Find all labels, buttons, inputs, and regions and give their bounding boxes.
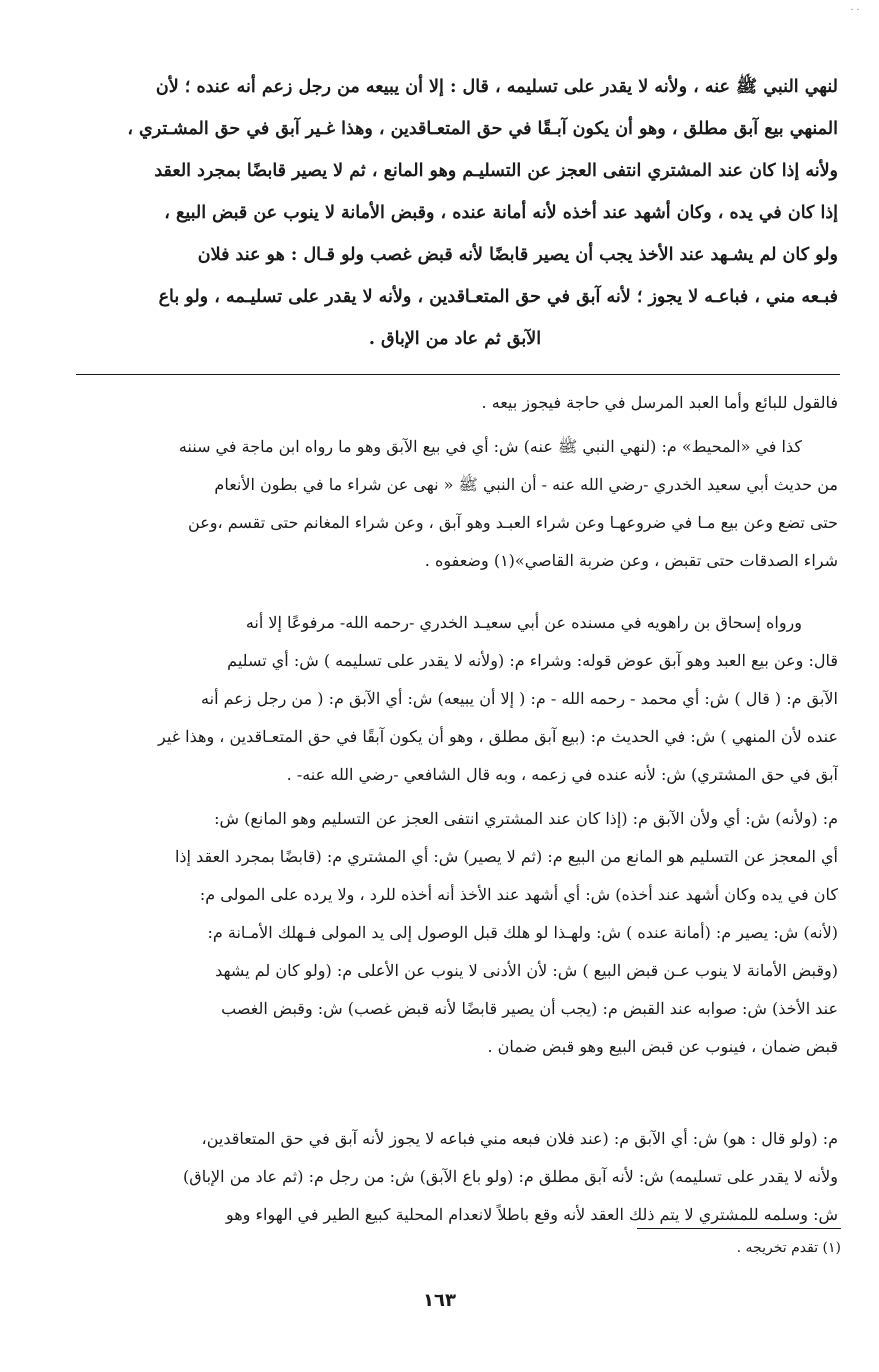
main-text-line: ولو كان لم يشـهد عند الأخذ يجب أن يصير قابضًا لأنه قبض غصب ولو قـال : هو عند فلان bbox=[197, 245, 838, 265]
page-number: ١٦٣ bbox=[423, 1290, 456, 1311]
commentary-paragraph-1 bbox=[72, 384, 838, 422]
footnote-rule bbox=[637, 1228, 841, 1229]
commentary-line: م: (ولو قال : هو) ش: أي الآبق م: (عند فلان فبعه مني فباعه لا يجوز لأنه آبق في حق المتعاقدين، bbox=[201, 1129, 838, 1148]
commentary-paragraph-2 bbox=[72, 428, 838, 580]
commentary-line: ولأنه لا يقدر على تسليمه) ش: لأنه آبق مطلق م: (ولو باع الآبق) ش: من رجل م: (ثم عاد من الإباق) bbox=[183, 1167, 838, 1186]
commentary-line: شراء الصدقات حتى تقبض ، وعن ضربة القاصي»(١) وضعفوه . bbox=[424, 551, 838, 570]
main-text-line: المنهي بيع آبق مطلق ، وهو أن يكون آبـقًا في حق المتعـاقدين ، وهذا غـير آبق في حق المشـتري ، bbox=[127, 119, 838, 139]
commentary-paragraph-3 bbox=[72, 604, 838, 794]
main-text-line: ولأنه إذا كان عند المشتري انتفى العجز عن التسليـم وهو المانع ، ثم لا يصير قابضًا بمجرد العقد bbox=[154, 161, 838, 181]
commentary-line: ش: وسلمه للمشتري لا يتم ذلك العقد لأنه وقع باطلاً لانعدام المحلية كبيع الطير في الهواء وهو bbox=[225, 1205, 838, 1224]
commentary-line: فالقول للبائع وأما العبد المرسل في حاجة فيجوز بيعه . bbox=[481, 393, 838, 412]
commentary-line: (لأنه) ش: يصير م: (أمانة عنده ) ش: ولهـذا لو هلك قبل الوصول إلى يد المولى فـهلك الأمـانة م: bbox=[207, 923, 838, 942]
main-text-line: إذا كان في يده ، وكان أشهد عند أخذه لأنه أمانة عنده ، وقبض الأمانة لا ينوب عن قبض البيع ، bbox=[164, 203, 838, 223]
commentary-paragraph-4 bbox=[72, 800, 838, 1066]
commentary-line: من حديث أبي سعيد الخدري -رضي الله عنه - أن النبي ﷺ « نهى عن شراء ما في بطون الأنعام bbox=[214, 475, 838, 494]
main-text-last-line: الآبق ثم عاد من الإباق . bbox=[368, 329, 542, 349]
commentary-line: كان في يده وكان أشهد عند أخذه) ش: أي أشهد عند الأخذ أنه أخذه للرد ، ولا يرده على المولى م: bbox=[199, 885, 838, 904]
commentary-line: الآبق م: ( قال ) ش: أي محمد - رحمه الله - م: ( إلا أن يبيعه) ش: أي الآبق م: ( من رجل زعم أنه bbox=[201, 689, 838, 708]
commentary-line: حتى تضع وعن بيع مـا في ضروعهـا وعن شراء العبـد وهو آبق ، وعن شراء المغانم حتى تقسم ،وعن bbox=[188, 513, 838, 532]
commentary-line: ورواه إسحاق بن راهويه في مسنده عن أبي سعيـد الخدري -رحمه الله- مرفوعًا إلا أنه bbox=[245, 613, 802, 632]
separator-rule bbox=[76, 374, 840, 375]
commentary-line: م: (ولأنه) ش: أي ولأن الآبق م: (إذا كان عند المشتري انتفى العجز عن التسليم وهو المانع) ش: bbox=[214, 809, 838, 828]
commentary-line: كذا في «المحيط» م: (لنهي النبي ﷺ عنه) ش: أي في بيع الآبق وهو ما رواه ابن ماجة في سننه bbox=[178, 437, 802, 456]
commentary-line: عند الأخذ) ش: صوابه عند القبض م: (يجب أن يصير قابضًا لأنه قبض غصب) ش: وقبض الغصب bbox=[221, 999, 838, 1018]
main-text-line: فبـعه مني ، فباعـه لا يجوز ؛ لأنه آبق في حق المتعـاقدين ، ولأنه لا يقدر على تسليـمه ، ولو باع bbox=[158, 287, 838, 307]
commentary-line: أي المعجز عن التسليم هو المانع من البيع م: (ثم لا يصير) ش: أي المشتري م: (قابضًا بمجرد العقد إذا bbox=[174, 847, 838, 866]
commentary-line: آبق في حق المشتري) ش: لأنه عنده في زعمه ، وبه قال الشافعي -رضي الله عنه- . bbox=[286, 765, 838, 784]
commentary-line: قال: وعن بيع العبد وهو آبق عوض قوله: وشراء م: (ولأنه لا يقدر على تسليمه ) ش: أي تسليم bbox=[227, 651, 838, 670]
commentary-paragraph-5 bbox=[72, 1120, 838, 1234]
commentary-line: قبض ضمان ، فينوب عن قبض البيع وهو قبض ضمان . bbox=[487, 1037, 838, 1056]
commentary-line: (وقبض الأمانة لا ينوب عـن قبض البيع ) ش: لأن الأدنى لا ينوب عن الأعلى م: (ولو كان لم يشهد bbox=[215, 961, 838, 980]
main-text-block bbox=[72, 66, 838, 360]
main-text-line: لنهي النبي ﷺ عنه ، ولأنه لا يقدر على تسليمه ، قال : إلا أن يبيعه من رجل زعم أنه عنده ؛ لأن bbox=[155, 77, 838, 97]
commentary-line: عنده لأن المنهي ) ش: في الحديث م: (بيع آبق مطلق ، وهو أن يكون آبقًا في حق المتعـاقدين ، وهذا غير bbox=[158, 727, 838, 746]
footnote: (١) تقدم تخريجه . bbox=[736, 1240, 841, 1256]
corner-mark: ٠٠ bbox=[848, 4, 861, 15]
